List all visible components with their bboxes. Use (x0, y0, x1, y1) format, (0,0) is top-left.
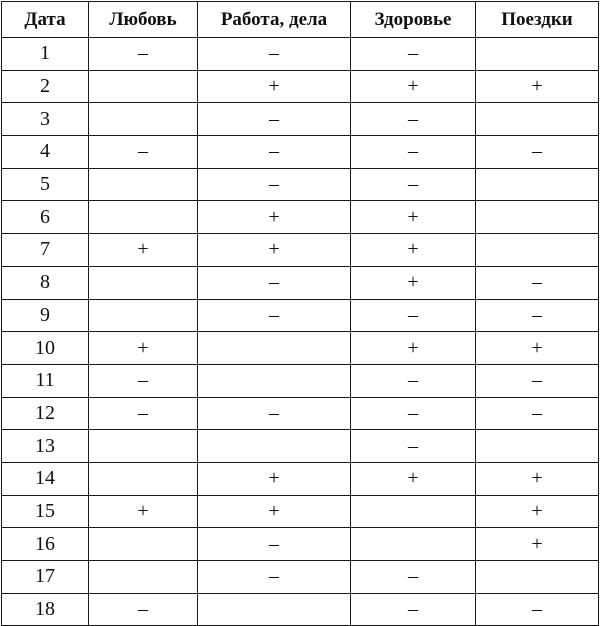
table-row (2, 234, 599, 267)
health-cell: – (351, 430, 476, 463)
date-cell: 1 (2, 38, 89, 71)
date-cell: 8 (2, 266, 89, 299)
table-row (2, 495, 599, 528)
love-cell (89, 299, 198, 332)
health-cell: + (351, 70, 476, 103)
health-cell: – (351, 561, 476, 594)
work-cell: – (198, 528, 351, 561)
trips-cell: – (476, 364, 599, 397)
love-cell: – (89, 364, 198, 397)
health-cell: + (351, 462, 476, 495)
work-cell: + (198, 495, 351, 528)
trips-cell: – (476, 299, 599, 332)
love-cell: + (89, 332, 198, 365)
health-cell: – (351, 136, 476, 169)
health-cell: – (351, 103, 476, 136)
table-row (2, 168, 599, 201)
header-trips: Поездки (476, 2, 599, 38)
health-cell: – (351, 397, 476, 430)
love-cell (89, 266, 198, 299)
header-health: Здоровье (351, 2, 476, 38)
work-cell: + (198, 462, 351, 495)
health-cell: + (351, 201, 476, 234)
date-cell: 3 (2, 103, 89, 136)
trips-cell: + (476, 495, 599, 528)
work-cell (198, 332, 351, 365)
date-cell: 4 (2, 136, 89, 169)
health-cell: – (351, 299, 476, 332)
work-cell (198, 364, 351, 397)
date-cell: 17 (2, 561, 89, 594)
work-cell (198, 430, 351, 463)
date-cell: 9 (2, 299, 89, 332)
table-row (2, 299, 599, 332)
table-row (2, 70, 599, 103)
trips-cell: – (476, 593, 599, 626)
trips-cell: – (476, 266, 599, 299)
love-cell: – (89, 136, 198, 169)
trips-cell (476, 561, 599, 594)
trips-cell: + (476, 332, 599, 365)
table-row (2, 397, 599, 430)
forecast-table (1, 1, 599, 626)
table-row (2, 103, 599, 136)
trips-cell (476, 103, 599, 136)
date-cell: 12 (2, 397, 89, 430)
love-cell: + (89, 234, 198, 267)
date-cell: 14 (2, 462, 89, 495)
table-row (2, 136, 599, 169)
work-cell: – (198, 38, 351, 71)
date-cell: 13 (2, 430, 89, 463)
trips-cell (476, 38, 599, 71)
health-cell: + (351, 234, 476, 267)
work-cell: – (198, 168, 351, 201)
work-cell: – (198, 103, 351, 136)
trips-cell: – (476, 136, 599, 169)
love-cell (89, 103, 198, 136)
trips-cell (476, 234, 599, 267)
love-cell (89, 561, 198, 594)
table-row (2, 462, 599, 495)
date-cell: 2 (2, 70, 89, 103)
trips-cell: – (476, 397, 599, 430)
work-cell (198, 593, 351, 626)
work-cell: + (198, 201, 351, 234)
table-row (2, 38, 599, 71)
work-cell: – (198, 266, 351, 299)
table-row (2, 561, 599, 594)
header-work: Работа, дела (198, 2, 351, 38)
date-cell: 10 (2, 332, 89, 365)
header-date: Дата (2, 2, 89, 38)
health-cell: + (351, 266, 476, 299)
love-cell (89, 70, 198, 103)
love-cell: – (89, 397, 198, 430)
work-cell: – (198, 299, 351, 332)
table-row (2, 430, 599, 463)
date-cell: 16 (2, 528, 89, 561)
trips-cell: + (476, 462, 599, 495)
header-row (2, 2, 599, 38)
table-row (2, 266, 599, 299)
date-cell: 7 (2, 234, 89, 267)
table-header (2, 2, 599, 38)
love-cell (89, 168, 198, 201)
date-cell: 11 (2, 364, 89, 397)
work-cell: + (198, 70, 351, 103)
love-cell (89, 462, 198, 495)
date-cell: 18 (2, 593, 89, 626)
health-cell (351, 528, 476, 561)
love-cell: + (89, 495, 198, 528)
work-cell: – (198, 136, 351, 169)
table-row (2, 528, 599, 561)
love-cell (89, 528, 198, 561)
trips-cell (476, 168, 599, 201)
work-cell: + (198, 234, 351, 267)
health-cell: – (351, 38, 476, 71)
date-cell: 6 (2, 201, 89, 234)
table-row (2, 593, 599, 626)
table-row (2, 364, 599, 397)
trips-cell: + (476, 70, 599, 103)
work-cell: – (198, 561, 351, 594)
trips-cell: + (476, 528, 599, 561)
date-cell: 5 (2, 168, 89, 201)
table-row (2, 201, 599, 234)
health-cell: – (351, 593, 476, 626)
health-cell (351, 495, 476, 528)
love-cell: – (89, 38, 198, 71)
trips-cell (476, 430, 599, 463)
work-cell: – (198, 397, 351, 430)
love-cell: – (89, 593, 198, 626)
trips-cell (476, 201, 599, 234)
love-cell (89, 201, 198, 234)
health-cell: – (351, 168, 476, 201)
table-row (2, 332, 599, 365)
header-love: Любовь (89, 2, 198, 38)
health-cell: – (351, 364, 476, 397)
date-cell: 15 (2, 495, 89, 528)
table-body (2, 38, 599, 626)
health-cell: + (351, 332, 476, 365)
love-cell (89, 430, 198, 463)
